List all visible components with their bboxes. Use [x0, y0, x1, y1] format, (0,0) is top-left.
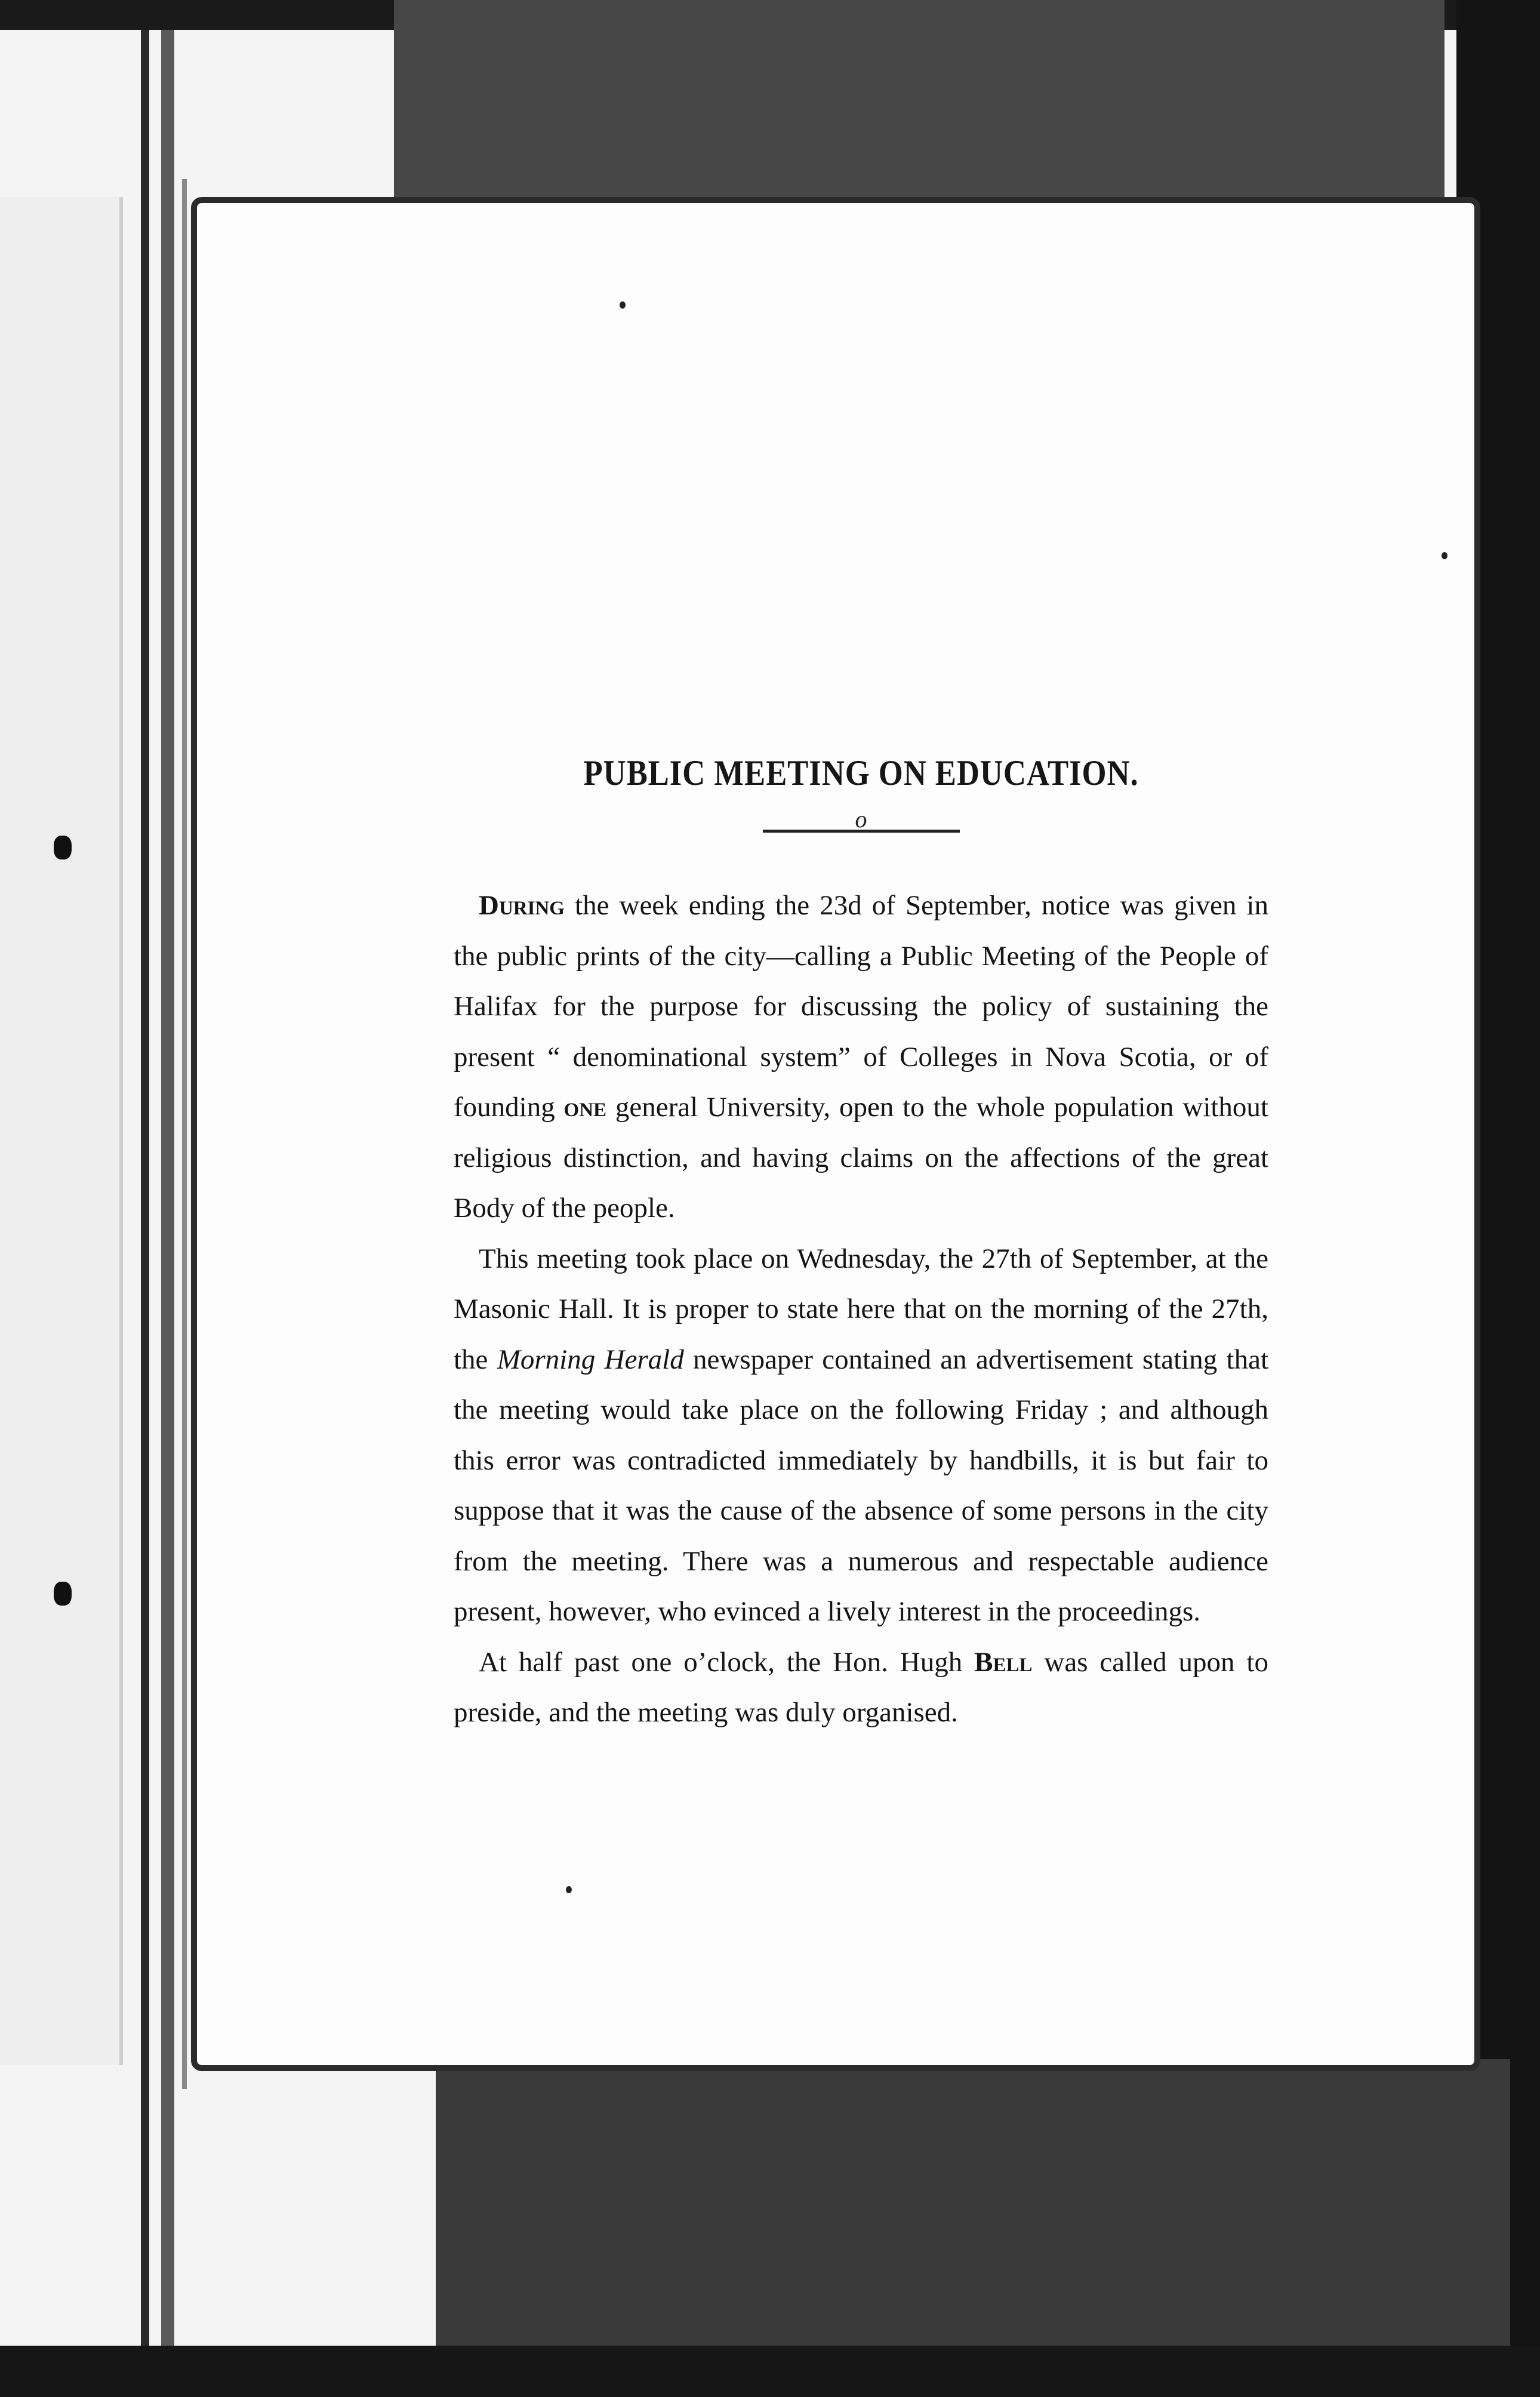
- book-spine: [141, 30, 149, 2346]
- scan-background-top: [394, 0, 1444, 197]
- paragraph-2-newspaper: Morning Herald: [497, 1344, 684, 1375]
- document-body: [454, 749, 1268, 1738]
- document-title: PUBLIC MEETING ON EDUCATION.: [583, 753, 1139, 793]
- speck: [620, 301, 626, 309]
- paragraph-2: [454, 1234, 1268, 1637]
- speck: [566, 1886, 572, 1893]
- title-rule-mark: o: [855, 806, 867, 833]
- scan-border-bottom: [0, 2346, 1540, 2397]
- paragraph-1-text: the week ending the 23d of September, notice was given in the public prints of the city—calling a Public Meeting of the People of Halifax for the purpose for discussing the policy of sustaining the present “ denominational system” of Colleges in Nova Scotia, or of founding: [454, 890, 1268, 1123]
- facing-page: [0, 197, 123, 2065]
- paragraph-1-text-2: general University, open to the whole population without religious distinction, and having claims on the affections of the great Body of the people.: [454, 1092, 1268, 1224]
- paragraph-1: [454, 880, 1268, 1234]
- binding-stitch: [54, 1582, 72, 1606]
- book-spine-edge: [182, 179, 187, 2089]
- paragraph-2-text-2: newspaper contained an advertisement stating that the meeting would take place on the following Friday ; and although this error was contradicted immediately by handbills, it is but fair to suppose that it was the cause of the absence of some persons in the city from the meeting. There was a numerous and respectable audience present, however, who evinced a lively interest in the proceedings.: [454, 1344, 1269, 1627]
- paragraph-3-text-2: was called upon to preside, and the meeting was duly organised.: [454, 1646, 1268, 1728]
- paragraph-1-emphasis: one: [563, 1092, 607, 1123]
- binding-stitch: [54, 836, 72, 859]
- paragraph-2-text: This meeting took place on Wednesday, the 27th of September, at the Masonic Hall. It is proper to state here that on the morning of the 27th, the: [454, 1243, 1268, 1375]
- paragraph-3: [454, 1637, 1268, 1738]
- title-rule: [454, 806, 1268, 837]
- paragraph-1-lead: During: [479, 890, 565, 921]
- paragraph-3-name: Bell: [974, 1646, 1033, 1678]
- book-spine-shadow: [161, 30, 174, 2346]
- speck: [1442, 552, 1447, 559]
- scan-background-bottom: [436, 2059, 1510, 2346]
- paragraph-3-text: At half past one o’clock, the Hon. Hugh: [479, 1646, 975, 1678]
